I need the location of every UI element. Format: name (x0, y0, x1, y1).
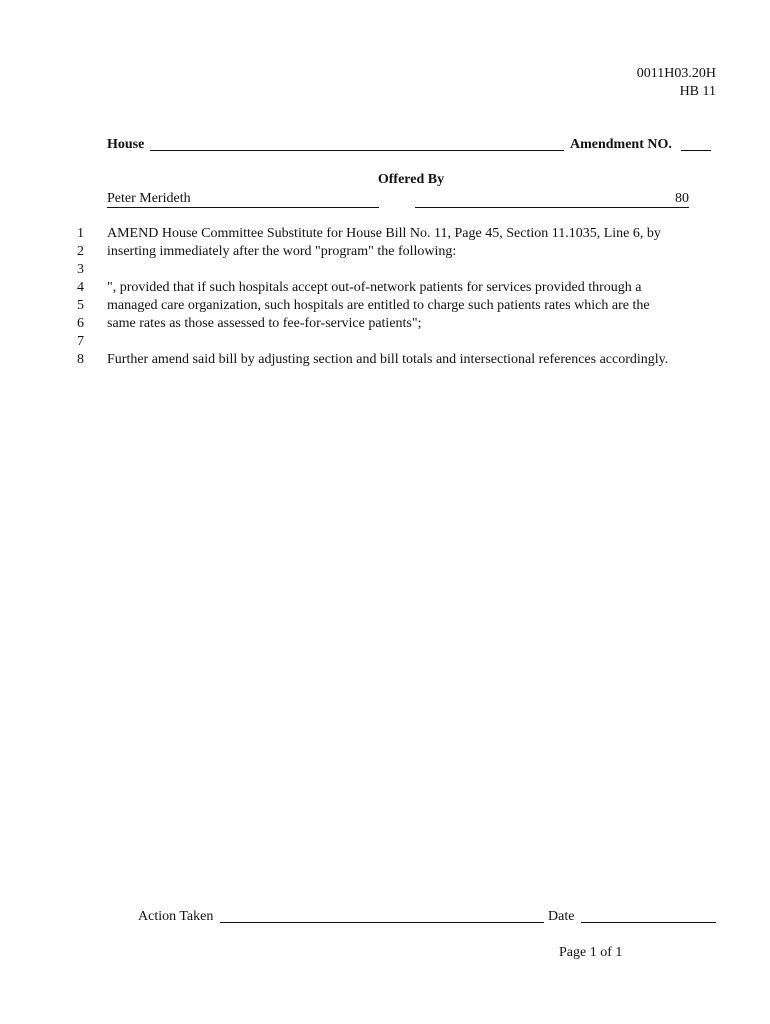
line-number: 6 (77, 316, 84, 331)
line-number: 7 (77, 334, 84, 349)
line-number: 4 (77, 280, 84, 295)
line-number: 8 (77, 352, 84, 367)
action-taken-blank (220, 922, 544, 923)
body-line-6: same rates as those assessed to fee-for-service patients"; (107, 316, 422, 331)
line-number: 2 (77, 244, 84, 259)
date-label: Date (548, 909, 575, 924)
action-taken-label: Action Taken (138, 909, 214, 924)
body-line-4: ", provided that if such hospitals accept out-of-network patients for services provided through a (107, 280, 642, 295)
district-number: 80 (675, 191, 689, 206)
body-line-8: Further amend said bill by adjusting section and bill totals and intersectional references accordingly. (107, 352, 669, 367)
line-number: 5 (77, 298, 84, 313)
house-label: House (107, 137, 145, 152)
sponsor-name: Peter Merideth (107, 191, 191, 206)
body-line-5: managed care organization, such hospitals are entitled to charge such patients rates which are the (107, 298, 650, 313)
bill-reference: HB 11 (679, 84, 716, 99)
body-line-1: AMEND House Committee Substitute for House Bill No. 11, Page 45, Section 11.1035, Line 6, by (107, 226, 661, 241)
document-code: 0011H03.20H (636, 66, 716, 81)
date-blank (581, 922, 716, 923)
amendment-number-label: Amendment NO. (570, 137, 672, 152)
line-number: 1 (77, 226, 84, 241)
sponsor-line (107, 190, 379, 208)
house-blank-line (150, 150, 564, 151)
line-number: 3 (77, 262, 84, 277)
page-number: Page 1 of 1 (559, 945, 623, 960)
amendment-number-blank (681, 150, 711, 151)
district-line (415, 190, 689, 208)
body-line-2: inserting immediately after the word "program" the following: (107, 244, 457, 259)
offered-by-heading: Offered By (377, 172, 445, 187)
